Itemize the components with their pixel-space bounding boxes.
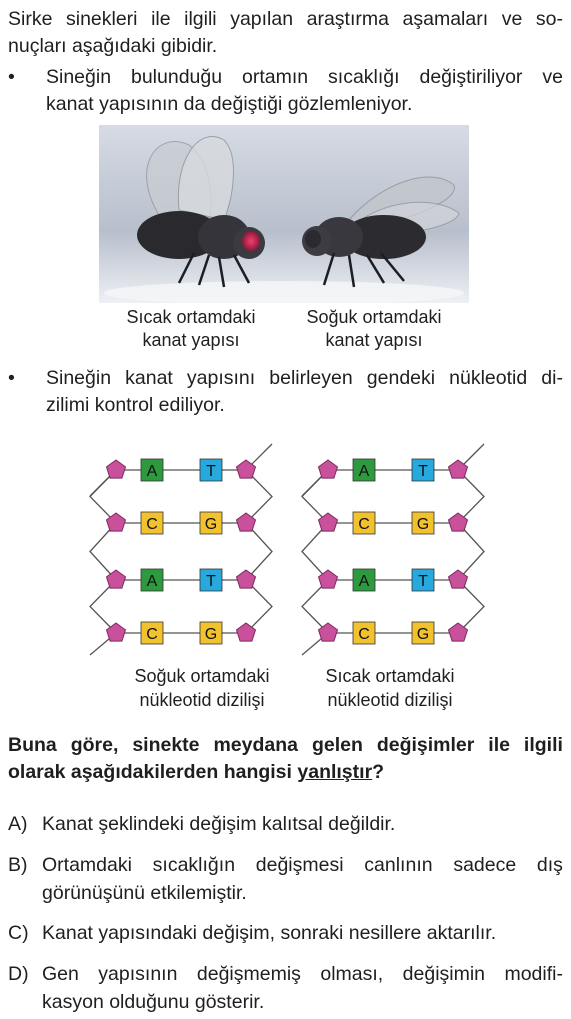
base-label: G: [416, 626, 430, 643]
base-label: T: [206, 573, 216, 590]
base-label: C: [358, 626, 370, 643]
base-label: G: [204, 516, 218, 533]
base-label: C: [146, 516, 158, 533]
word: Sineğin: [46, 367, 112, 389]
word: Gen: [42, 963, 79, 985]
question-line-2: [8, 759, 384, 785]
word: sinekleri: [65, 8, 138, 30]
word: araştırma: [306, 8, 389, 30]
word: Ortamdaki: [42, 854, 132, 876]
base-label: G: [416, 516, 430, 533]
question-mark: ?: [372, 761, 385, 783]
base-label: T: [418, 573, 428, 590]
fruit-fly-photo: [99, 125, 469, 303]
word: meydana: [213, 734, 298, 756]
word: gendeki: [366, 367, 436, 389]
sugar-icon: [107, 460, 126, 478]
nucleotide-sequence-diagram: [60, 432, 520, 664]
option-b-line-2: görünüşünü etkilemiştir.: [42, 882, 247, 904]
base-label: T: [206, 463, 216, 480]
option-b-letter: B): [8, 854, 28, 876]
option-d[interactable]: [8, 961, 42, 987]
bullet-1-marker: •: [8, 66, 15, 88]
option-a-text: Kanat şeklindeki değişim kalıtsal değildir.: [42, 813, 396, 835]
word: olması,: [320, 963, 384, 985]
photo-caption-right-line-1: Soğuk ortamdaki: [306, 307, 442, 327]
question-keyword: yanlıştır: [297, 761, 373, 783]
option-c[interactable]: [8, 920, 496, 946]
intro-line-2: nuçları aşağıdaki gibidir.: [8, 35, 218, 57]
word: ilgili: [184, 8, 217, 30]
bullet-2-line-1: [46, 365, 563, 391]
base-label: C: [146, 626, 158, 643]
word: belirleyen: [269, 367, 353, 389]
word: değişmesi: [255, 854, 344, 876]
word: ile: [488, 734, 510, 756]
option-c-text: Kanat yapısındaki değişim, sonraki nesillere aktarılır.: [42, 922, 497, 944]
word: yapısını: [186, 367, 256, 389]
word: sıcaklığın: [152, 854, 236, 876]
photo-caption-right-line-2: kanat yapısı: [325, 330, 423, 350]
word: ortamın: [242, 66, 309, 88]
base-label: T: [418, 463, 428, 480]
word: di-: [541, 367, 563, 389]
option-c-letter: C): [8, 922, 29, 944]
word: kanat: [125, 367, 173, 389]
word: dış: [536, 854, 563, 876]
word: modifi-: [504, 963, 563, 985]
option-d-line-1: [42, 961, 563, 987]
photo-caption-left-line-2: kanat yapısı: [142, 330, 240, 350]
option-d-line-2: kasyon olduğunu gösterir.: [42, 991, 265, 1013]
base-label: A: [146, 463, 158, 480]
word: sadece: [453, 854, 517, 876]
dna-caption-right-line-2: nükleotid dizilişi: [327, 690, 453, 710]
word: ilgili: [523, 734, 563, 756]
word: Sineğin: [46, 66, 112, 88]
word: ve: [542, 66, 563, 88]
bullet-2-line-2: zilimi kontrol ediliyor.: [46, 394, 225, 416]
sugar-icon: [319, 460, 338, 478]
dna-caption-left-line-2: nükleotid dizilişi: [139, 690, 265, 710]
question-text: olarak aşağıdakilerden hangisi: [8, 761, 298, 783]
word: sinekte: [132, 734, 200, 756]
option-b-line-1: [42, 852, 563, 878]
intro-line-1: [8, 6, 563, 32]
word: göre,: [70, 734, 119, 756]
bullet-2-marker: •: [8, 367, 15, 389]
word: Buna: [8, 734, 57, 756]
dna-caption-right-line-1: Sıcak ortamdaki: [325, 666, 455, 686]
base-label: A: [358, 463, 370, 480]
bullet-1-line-1: [46, 64, 563, 90]
base-label: A: [146, 573, 158, 590]
word: so-: [535, 8, 563, 30]
option-a-letter: A): [8, 813, 28, 835]
base-label: C: [358, 516, 370, 533]
word: ile: [151, 8, 171, 30]
bullet-1-line-2: kanat yapısının da değiştiği gözlemleniyor.: [46, 93, 413, 115]
word: yapısının: [98, 963, 178, 985]
dna-caption-left-line-1: Soğuk ortamdaki: [134, 666, 270, 686]
word: değişmemiş: [196, 963, 301, 985]
word: bulunduğu: [130, 66, 223, 88]
option-d-letter: D): [8, 963, 29, 985]
word: nükleotid: [449, 367, 528, 389]
base-label: A: [358, 573, 370, 590]
word: canlının: [364, 854, 433, 876]
word: gelen: [311, 734, 363, 756]
word: yapılan: [230, 8, 294, 30]
word: değiştiriliyor: [419, 66, 523, 88]
base-label: G: [204, 626, 218, 643]
question-line-1: [8, 732, 563, 758]
word: değişimin: [402, 963, 486, 985]
option-a[interactable]: [8, 811, 395, 837]
word: değişimler: [376, 734, 475, 756]
word: Sirke: [8, 8, 53, 30]
word: aşamaları: [402, 8, 489, 30]
word: ve: [501, 8, 523, 30]
photo-caption-left-line-1: Sıcak ortamdaki: [126, 307, 256, 327]
word: sıcaklığı: [328, 66, 400, 88]
